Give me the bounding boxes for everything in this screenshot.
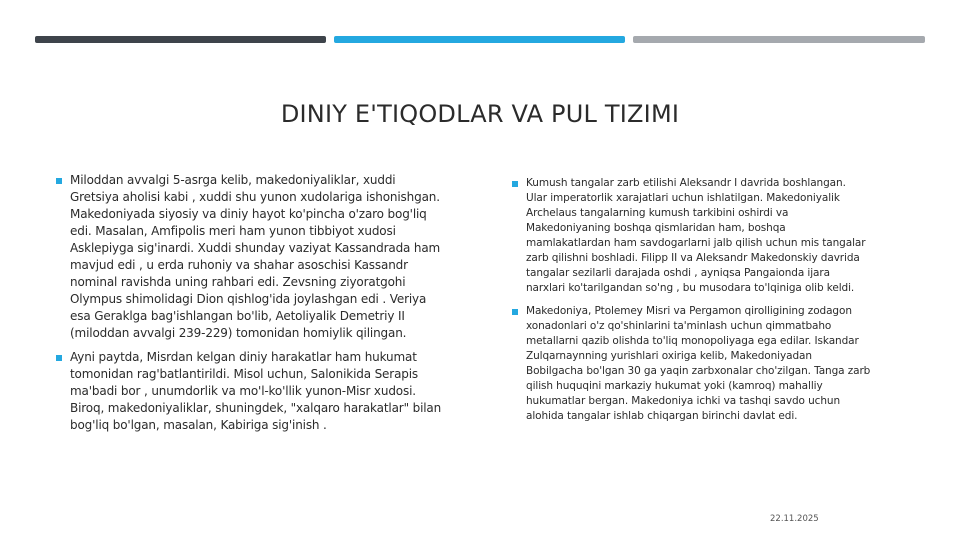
square-bullet-icon [56,178,62,184]
slide-title: DINIY E'TIQODLAR VA PUL TIZIMI [280,100,680,128]
square-bullet-icon [512,309,518,315]
bullet-text: Kumush tangalar zarb etilishi Aleksandr I davrida boshlangan. Ular imperatorlik xarajatlari uchun ishlatilgan. Makedoniyalik Archelaus tangalarning kumush tarkibini oshirdi va Makedoniyaning boshqa qismlaridan ham, boshqa mamlakatlardan ham savdogarlarni jalb qilish uchun mis tangalar zarb qilishni boshladi. Filipp II va Aleksandr Makedonskiy davrida tangalar sezilarli darajada oshdi , ayniqsa Pangaionda ijara narxlari ko'tarilgandan so'ng , bu musodara to'lqiniga olib keldi. [526,177,866,294]
right-column [512,176,912,424]
accent-bar-blue [334,36,625,43]
left-column [56,172,456,434]
bullet-text: Miloddan avvalgi 5-asrga kelib, makedoniyaliklar, xuddi Gretsiya aholisi kabi , xuddi shu yunon xudolariga ishonishgan. Makedoniyada siyosiy va diniy hayot ko'pincha o'zaro bog'liq edi. Masalan, Amfipolis meri ham yunon tibbiyot xudosi Asklepiyga sig'inardi. Xuddi shunday vaziyat Kassandrada ham mavjud edi , u erda ruhoniy va shahar asoschisi Kassandr nominal ravishda uning rahbari edi. Zevsning ziyoratgohi Olympus shimolidagi Dion qishlog'ida joylashgan edi . Veriya esa Geraklga bag'ishlangan bo'lib, Aetoliyalik Demetriy II (miloddan avvalgi 239-229) tomonidan homiylik qilingan. [70,173,441,340]
accent-bar-gray [633,36,925,43]
bullet-text: Makedoniya, Ptolemey Misri va Pergamon qirolligining zodagon xonadonlari o'z qo'shinlarini ta'minlash uchun qimmatbaho metallarni qazib olishda to'liq monopoliyaga ega edilar. Iskandar Zulqarnaynning yurishlari oxiriga kelib, Makedoniyadan Bobilgacha bo'lgan 30 ga yaqin zarbxonalar cho'zilgan. Tanga zarb qilish huquqini markaziy hukumat yoki (kamroq) mahalliy hukumatlar bergan. Makedoniya ichki va tashqi savdo uchun alohida tangalar ishlab chiqargan birinchi davlat edi. [526,305,871,422]
bullet-item [56,349,456,434]
bullet-text: Ayni paytda, Misrdan kelgan diniy harakatlar ham hukumat tomonidan rag'batlantirildi. Misol uchun, Salonikida Serapis ma'badi bor , unumdorlik va mo'l-ko'llik yunon-Misr xudosi. Biroq, makedoniyaliklar, shuningdek, "xalqaro harakatlar" bilan bog'liq bo'lgan, masalan, Kabiriga sig'inish . [70,350,442,432]
square-bullet-icon [512,181,518,187]
square-bullet-icon [56,355,62,361]
bullet-item [512,176,912,296]
accent-bar-dark [35,36,326,43]
bullet-item [512,304,912,424]
bullet-item [56,172,456,342]
slide-date: 22.11.2025 [770,514,819,524]
